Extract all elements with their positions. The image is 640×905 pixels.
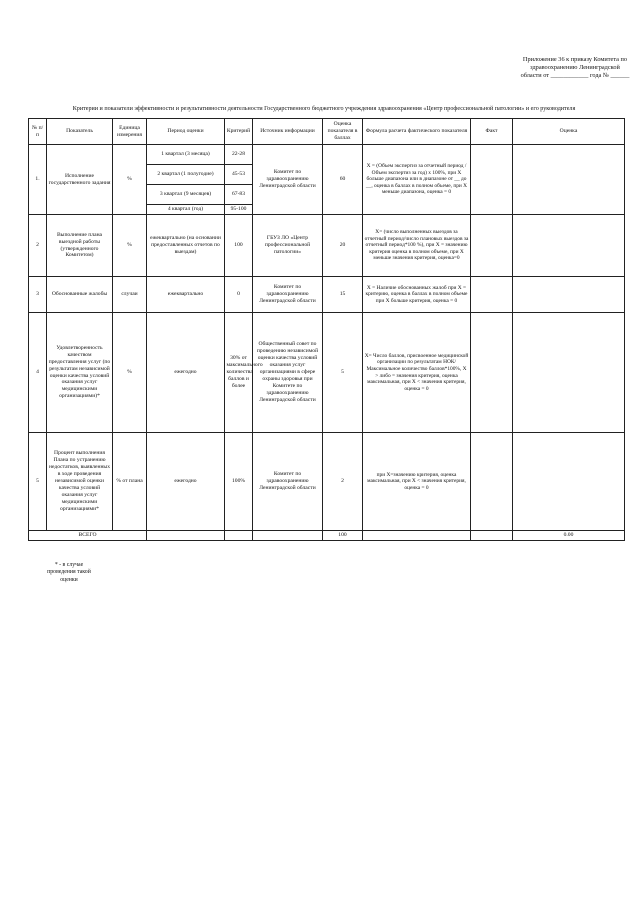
row-points: 5: [323, 313, 363, 433]
row-num: 5: [29, 433, 47, 531]
row-formula: X = Наличие обоснованных жалоб при X = критерию, оценка в баллах в полном объеме при X больше критерия, оценка = 0: [363, 277, 471, 313]
row-num: 3: [29, 277, 47, 313]
row-period: 1 квартал (3 месяца): [147, 145, 225, 165]
total-empty: [363, 531, 471, 541]
row-formula: X = (Объем экспертиз за отчетный период / Объем экспертиз за год) х 100%, при X больше диапазона или в диапазоне от __ до __, оценка в баллах в полном объеме, при X меньше диапазона, оценка = 0: [363, 145, 471, 215]
approval-note: Приложение 36 к приказу Комитета по здравоохранению Ленинградской области от ____________ года № ______: [520, 56, 630, 80]
table-row: [29, 277, 625, 313]
row-indicator: Процент выполнения Плана по устранению недостатков, выявленных в ходе проведения независимой оценки качества условий оказания услуг медицинскими организациями*: [47, 433, 113, 531]
row-criterion: 100%: [225, 433, 253, 531]
row-period: ежегодно: [147, 313, 225, 433]
row-num: 1.: [29, 145, 47, 215]
row-fact: [471, 215, 513, 277]
row-indicator: Удовлетворенность качеством предоставления услуг (по результатам независимой оценки качества условий оказания услуг медицинскими организациями)*: [47, 313, 113, 433]
row-indicator: Обоснованные жалобы: [47, 277, 113, 313]
col-header-fact: Факт: [471, 119, 513, 145]
row-period: 4 квартал (год): [147, 205, 225, 215]
row-indicator: Исполнение государственного задания: [47, 145, 113, 215]
row-criterion: 95-100: [225, 205, 253, 215]
row-formula: X= (число выполненных выездов за отчетный период/число плановых выездов за отчетный период*100 %), при X = значению критерия оценка в полном объеме, при X меньше значения критерия, оценка=0: [363, 215, 471, 277]
row-criterion: 0: [225, 277, 253, 313]
table-header-row: [29, 119, 625, 145]
col-header-num: № п/п: [29, 119, 47, 145]
row-criterion: 100: [225, 215, 253, 277]
row-fact: [471, 433, 513, 531]
row-criterion: 67-83: [225, 185, 253, 205]
col-header-formula: Формула расчета фактического показателя: [363, 119, 471, 145]
row-num: 4: [29, 313, 47, 433]
total-points: 100: [323, 531, 363, 541]
row-unit: %: [113, 313, 147, 433]
criteria-table: [28, 118, 625, 541]
row-formula: X= Число баллов, присвоенное медицинской организации по результатам НОК/Максимальное количество баллов*100%, X > либо = значения критерия, оценка максимальная, при X < значения критерия, оценка = 0: [363, 313, 471, 433]
row-unit: %: [113, 215, 147, 277]
row-fact: [471, 277, 513, 313]
total-empty: [147, 531, 225, 541]
total-label: ВСЕГО: [29, 531, 147, 541]
document-title: Критерии и показатели эффективности и результативности деятельности Государственного бюджетного учреждения здравоохранения «Центр профессиональной патологии» и его руководителя: [72, 106, 576, 112]
col-header-criterion: Критерий: [225, 119, 253, 145]
col-header-source: Источник информации: [253, 119, 323, 145]
row-period: 3 квартал (9 месяцев): [147, 185, 225, 205]
row-unit: случаи: [113, 277, 147, 313]
row-period: 2 квартал (1 полугодие): [147, 165, 225, 185]
row-score: [513, 277, 625, 313]
col-header-indicator: Показатель: [47, 119, 113, 145]
row-source: Комитет по здравоохранению Ленинградской области: [253, 433, 323, 531]
row-criterion: 30% от максимального количества баллов и более: [225, 313, 253, 433]
row-period: ежегодно: [147, 433, 225, 531]
total-empty: [225, 531, 253, 541]
row-criterion: 22-28: [225, 145, 253, 165]
table-row: [29, 433, 625, 531]
row-source: Комитет по здравоохранению Ленинградской области: [253, 277, 323, 313]
table-row: [29, 313, 625, 433]
row-source: Общественный совет по проведению независимой оценки качества условий оказания услуг организациями в сфере охраны здоровья при Комитете по здравоохранению Ленинградской области: [253, 313, 323, 433]
footnote: * - в случае проведения такой оценки: [47, 562, 91, 583]
row-points: 60: [323, 145, 363, 215]
row-formula: при X=значению критерия, оценка максимальная, при X < значения критерия, оценка = 0: [363, 433, 471, 531]
table-row: [29, 145, 625, 165]
row-score: [513, 215, 625, 277]
row-period: ежеквартально (на основании предоставленных отчетов по выездам): [147, 215, 225, 277]
row-criterion: 45-53: [225, 165, 253, 185]
table-row: [29, 215, 625, 277]
row-fact: [471, 313, 513, 433]
col-header-score: Оценка: [513, 119, 625, 145]
total-empty: [253, 531, 323, 541]
row-unit: % от плана: [113, 433, 147, 531]
row-unit: %: [113, 145, 147, 215]
row-period: ежеквартально: [147, 277, 225, 313]
row-points: 20: [323, 215, 363, 277]
col-header-points: Оценка показателя в баллах: [323, 119, 363, 145]
col-header-period: Период оценки: [147, 119, 225, 145]
total-empty: [471, 531, 513, 541]
row-indicator: Выполнение плана выездной работы (утвержденного Комитетом): [47, 215, 113, 277]
total-score: 0.00: [513, 531, 625, 541]
total-row: [29, 531, 625, 541]
row-source: ГБУЗ ЛО «Центр профессиональной патологии»: [253, 215, 323, 277]
row-points: 2: [323, 433, 363, 531]
row-num: 2: [29, 215, 47, 277]
row-points: 15: [323, 277, 363, 313]
col-header-unit: Единица измерения: [113, 119, 147, 145]
row-fact: [471, 145, 513, 215]
row-source: Комитет по здравоохранению Ленинградской области: [253, 145, 323, 215]
row-score: [513, 313, 625, 433]
row-score: [513, 433, 625, 531]
row-score: [513, 145, 625, 215]
